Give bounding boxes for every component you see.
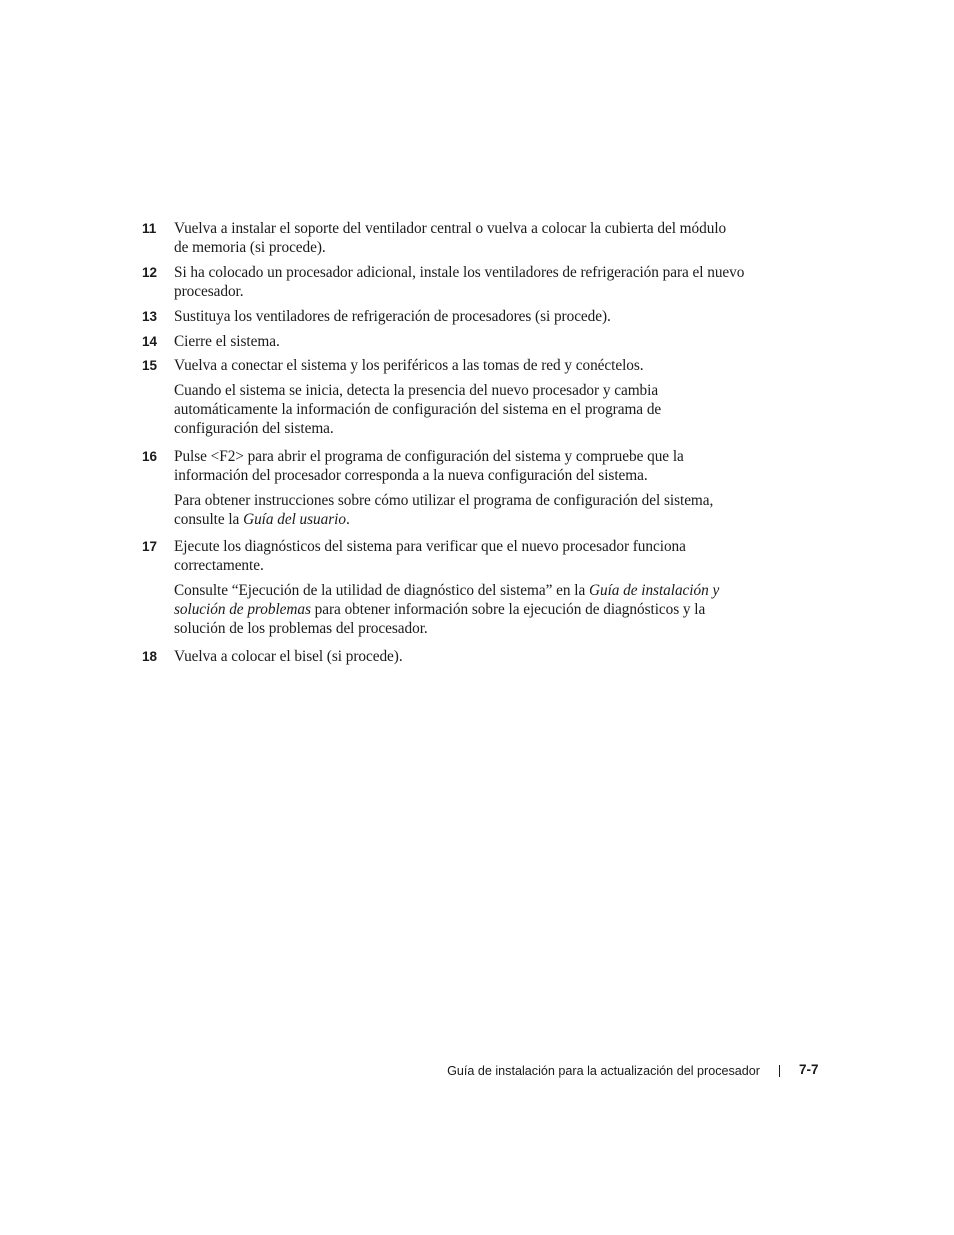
footer-divider: [779, 1065, 780, 1077]
text-run: para obtener información sobre la ejecución de diagnósticos y la: [310, 601, 706, 618]
step-note: [174, 581, 764, 638]
step-text: [174, 537, 764, 575]
step-number: 11: [142, 221, 157, 236]
text-line: Si ha colocado un procesador adicional, instale los ventiladores de refrigeración para el nuevo: [174, 264, 745, 281]
text-line: automáticamente la información de configuración del sistema en el programa de: [174, 401, 662, 418]
text-line: [174, 510, 764, 529]
text-line: Vuelva a instalar el soporte del ventilador central o vuelva a colocar la cubierta del módulo: [174, 220, 727, 237]
step-number: 13: [142, 309, 158, 324]
text-line: Cierre el sistema.: [174, 333, 280, 350]
text-line: Pulse <F2> para abrir el programa de configuración del sistema y compruebe que la: [174, 448, 684, 465]
text-line: solución de los problemas del procesador.: [174, 620, 428, 637]
step-number: 15: [142, 358, 158, 373]
text-line: [174, 600, 764, 619]
step-note: [174, 491, 764, 529]
step-text: [174, 219, 764, 257]
italic-reference: Guía de instalación y: [588, 582, 720, 599]
step-text: [174, 263, 764, 301]
step-note: [174, 381, 764, 438]
step-text: [174, 332, 764, 351]
text-line: de memoria (si procede).: [174, 239, 326, 256]
text-line: Sustituya los ventiladores de refrigeración de procesadores (si procede).: [174, 308, 611, 325]
text-run: consulte la: [174, 511, 244, 528]
text-line: Vuelva a colocar el bisel (si procede).: [174, 648, 403, 665]
step-number: 14: [142, 334, 158, 349]
step-text: [174, 307, 764, 326]
text-line: Para obtener instrucciones sobre cómo utilizar el programa de configuración del sistema,: [174, 492, 714, 509]
text-line: [174, 581, 764, 600]
text-line: Cuando el sistema se inicia, detecta la presencia del nuevo procesador y cambia: [174, 382, 659, 399]
step-number: 12: [142, 265, 158, 280]
italic-reference: Guía del usuario: [243, 511, 346, 528]
text-run: Consulte “Ejecución de la utilidad de diagnóstico del sistema” en la: [174, 582, 589, 599]
step-number: 16: [142, 449, 158, 464]
text-line: Ejecute los diagnósticos del sistema para verificar que el nuevo procesador funciona: [174, 538, 686, 555]
text-line: correctamente.: [174, 557, 264, 574]
step-text: [174, 647, 764, 666]
step-number: 18: [142, 649, 158, 664]
text-run: .: [345, 511, 350, 528]
step-number: 17: [142, 539, 158, 554]
footer-title: Guía de instalación para la actualización del procesador: [447, 1064, 760, 1078]
step-text: [174, 356, 764, 375]
page-number: 7-7: [799, 1062, 819, 1077]
text-line: configuración del sistema.: [174, 420, 334, 437]
italic-reference: solución de problemas: [174, 601, 311, 618]
text-line: Vuelva a conectar el sistema y los periféricos a las tomas de red y conéctelos.: [174, 357, 644, 374]
step-text: [174, 447, 764, 485]
text-line: procesador.: [174, 283, 244, 300]
text-line: información del procesador corresponda a la nueva configuración del sistema.: [174, 467, 648, 484]
